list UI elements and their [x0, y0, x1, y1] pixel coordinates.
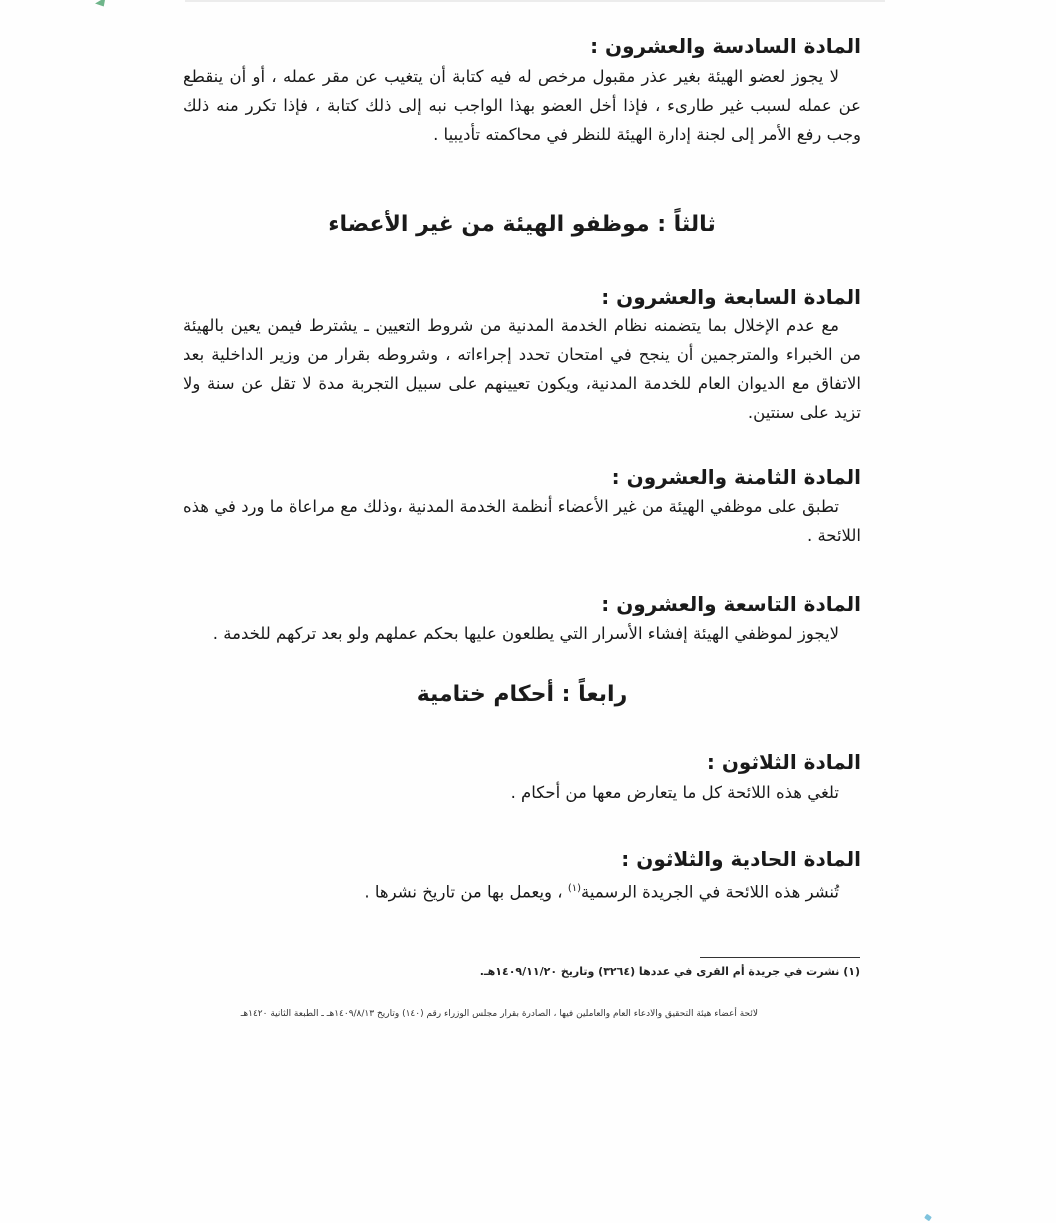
section-title: رابعاً : أحكام ختامية	[416, 682, 628, 707]
article-text	[183, 311, 861, 427]
article-heading: المادة الثلاثون :	[706, 750, 861, 774]
article-text	[183, 492, 861, 550]
page-footer: لائحة أعضاء هيئة التحقيق والادعاء العام والعاملين فيها ، الصادرة بقرار مجلس الوزراء رقم (١٤٠) وتاريخ ١٤٠٩/٨/١٣هـ ـ الطبعة الثانية ١٤٢٠هـ	[240, 1009, 758, 1019]
top-edge-line	[185, 0, 885, 2]
article-body: تطبق على موظفي الهيئة من غير الأعضاء أنظمة الخدمة المدنية ،وذلك مع مراعاة ما ورد في هذه اللائحة .	[183, 497, 861, 545]
footnote-divider	[700, 957, 860, 958]
article-heading: المادة السادسة والعشرون :	[590, 34, 861, 58]
article-text	[183, 62, 861, 149]
article-heading: المادة السابعة والعشرون :	[601, 285, 861, 309]
article-body: لايجوز لموظفي الهيئة إفشاء الأسرار التي يطلعون عليها بحكم عملهم ولو بعد تركهم للخدمة .	[212, 624, 839, 643]
article-body: تُنشر هذه اللائحة في الجريدة الرسمية	[581, 882, 839, 902]
section-title: ثالثاً : موظفو الهيئة من غير الأعضاء	[328, 212, 716, 237]
article-heading: المادة الحادية والثلاثون :	[621, 847, 861, 871]
article-heading: المادة الثامنة والعشرون :	[611, 465, 861, 489]
bottom-mark-icon	[924, 1214, 932, 1222]
article-heading: المادة التاسعة والعشرون :	[601, 592, 861, 616]
footnote: (١) نشرت في جريدة أم القرى في عددها (٣٢٦٤) وتاريخ ١٤٠٩/١١/٢٠هـ.	[479, 965, 860, 978]
article-body: مع عدم الإخلال بما يتضمنه نظام الخدمة المدنية من شروط التعيين ـ يشترط فيمن يعين بالهيئة من الخبراء والمترجمين أن ينجح في امتحان تحدد إجراءاته ، وشروطه بقرار من وزير الداخلية بعد الاتفاق مع الديوان العام للخدمة المدنية، ويكون تعيينهم على سبيل التجربة مدة لا تقل عن سنة ولا تزيد على سنتين.	[183, 316, 861, 422]
corner-mark-icon	[95, 0, 109, 10]
article-text	[183, 619, 861, 648]
article-body-cont: ، ويعمل بها من تاريخ نشرها .	[364, 882, 568, 902]
article-text	[183, 778, 861, 807]
article-text	[183, 874, 861, 907]
article-body: لا يجوز لعضو الهيئة بغير عذر مقبول مرخص له فيه كتابة أن يتغيب عن مقر عمله ، أو أن ينقطع عن عمله لسبب غير طارىء ، فإذا أخل العضو بهذا الواجب نبه إلى ذلك كتابة ، فإذا تكرر منه ذلك وجب رفع الأمر إلى لجنة إدارة الهيئة للنظر في محاكمته تأديبيا .	[183, 67, 861, 144]
article-body: تلغي هذه اللائحة كل ما يتعارض معها من أحكام .	[510, 783, 839, 802]
footnote-ref[interactable]: (١)	[567, 883, 582, 894]
